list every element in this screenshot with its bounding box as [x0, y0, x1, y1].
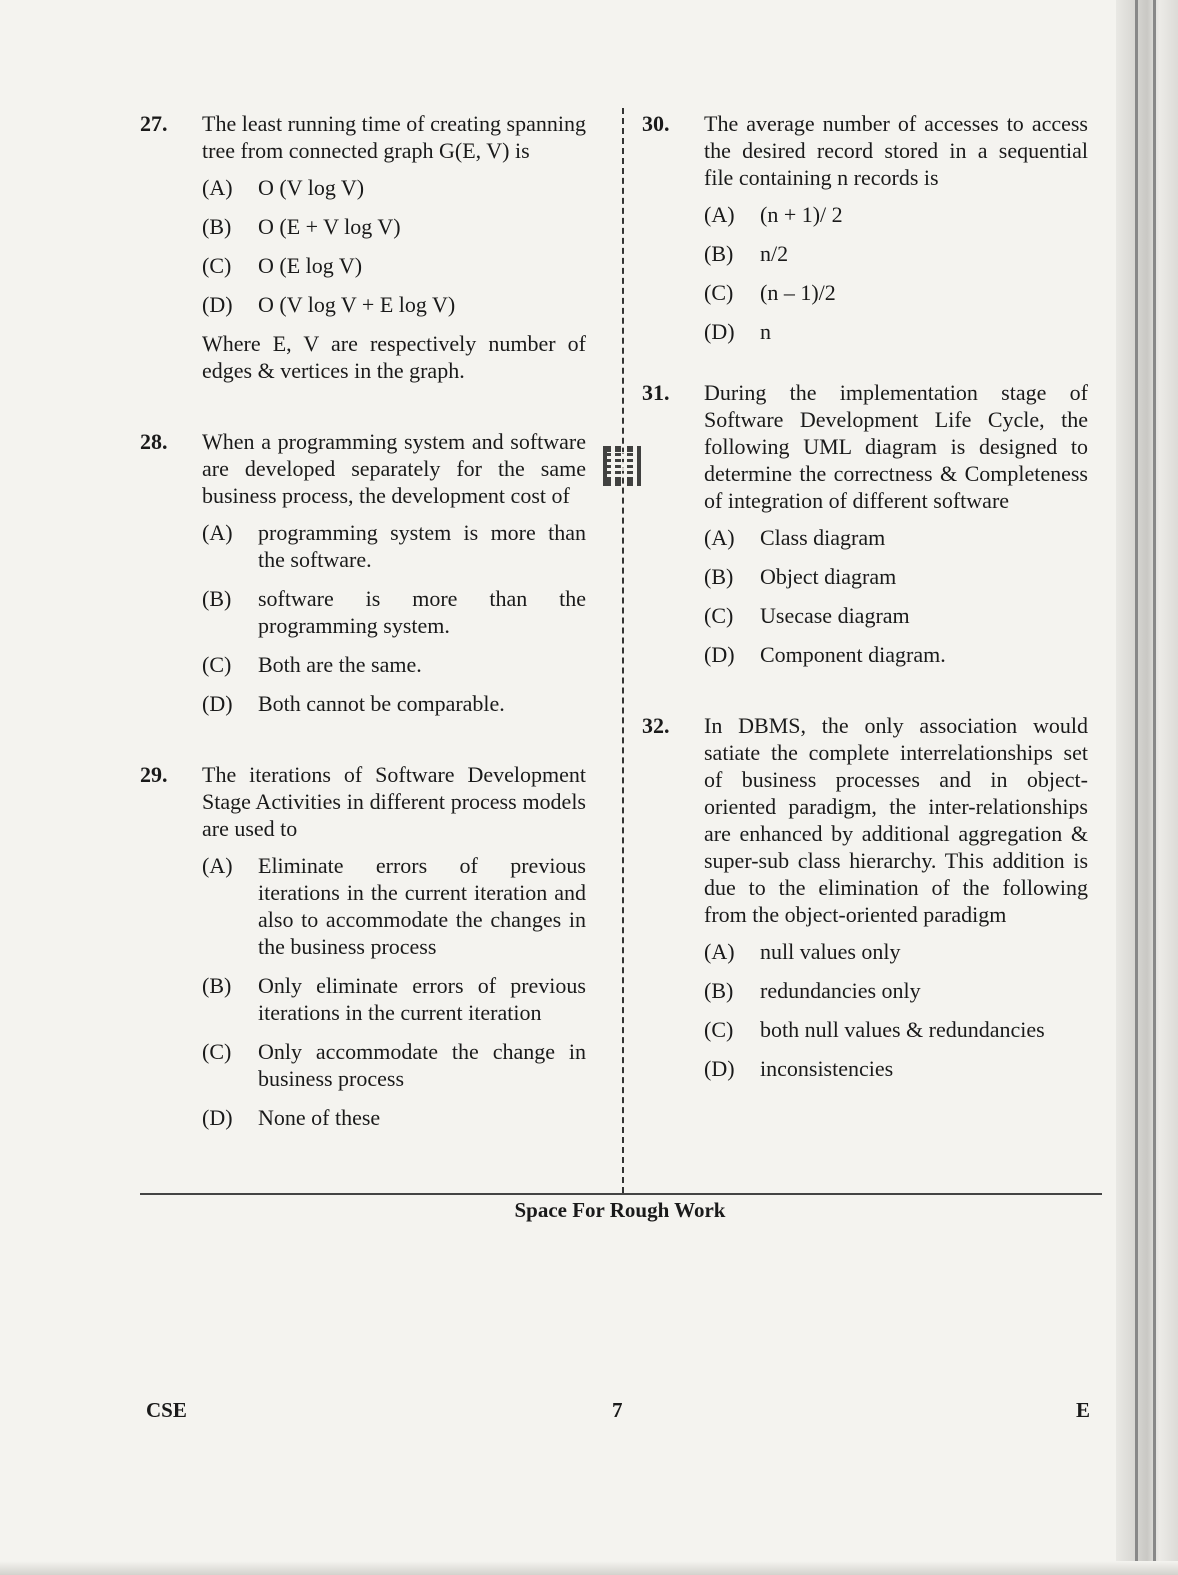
question-text: In DBMS, the only association would satiate the complete interrelationships set of business processes and in object-oriented paradigm, the inter-relationships are enhanced by additional aggregation & super-sub class hierarchy. This addition is due to the elimination of the following from the object-oriented paradigm — [704, 713, 1088, 927]
options — [202, 519, 586, 717]
option-d — [202, 690, 586, 717]
option-a — [704, 201, 1088, 228]
option-text: None of these — [258, 1105, 381, 1130]
question-number: 27. — [140, 111, 168, 136]
option-label: (D) — [704, 1056, 735, 1081]
option-b — [202, 213, 586, 240]
option-text: Eliminate errors of previous iterations in the current iteration and also to accommodate the changes in the business process — [258, 853, 586, 959]
option-label: (B) — [704, 241, 734, 266]
question-note: Where E, V are respectively number of edges & vertices in the graph. — [202, 331, 586, 383]
option-text: O (E + V log V) — [258, 214, 401, 239]
option-text: O (V log V) — [258, 175, 365, 200]
option-text: redundancies only — [760, 978, 921, 1003]
column-divider — [622, 108, 624, 1193]
question-number: 29. — [140, 762, 168, 787]
option-text: Class diagram — [760, 525, 886, 550]
scan-edge-line — [1153, 0, 1156, 1575]
option-label: (A) — [202, 175, 233, 200]
question-number: 32. — [642, 713, 670, 738]
footer-page-number: 7 — [612, 1398, 623, 1422]
option-label: (A) — [704, 939, 735, 964]
options — [704, 938, 1088, 1082]
option-text: n — [760, 319, 771, 344]
option-b — [704, 563, 1088, 590]
right-column — [642, 110, 1088, 1102]
qr-code-icon — [603, 446, 641, 486]
option-text: Usecase diagram — [760, 603, 910, 628]
options — [202, 852, 586, 1131]
footer-subject-code: CSE — [146, 1398, 187, 1422]
option-label: (B) — [202, 586, 232, 611]
option-text: null values only — [760, 939, 901, 964]
option-c — [202, 252, 586, 279]
option-label: (B) — [704, 978, 734, 1003]
option-label: (D) — [202, 691, 233, 716]
option-label: (A) — [202, 520, 233, 545]
option-b — [704, 977, 1088, 1004]
option-text: inconsistencies — [760, 1056, 894, 1081]
option-label: (B) — [704, 564, 734, 589]
option-text: Both are the same. — [258, 652, 422, 677]
question-number: 31. — [642, 380, 670, 405]
option-c — [704, 602, 1088, 629]
option-label: (D) — [704, 319, 735, 344]
option-b — [704, 240, 1088, 267]
options — [202, 174, 586, 318]
rough-work-label: Space For Rough Work — [514, 1198, 726, 1222]
option-label: (A) — [704, 525, 735, 550]
option-c — [202, 651, 586, 678]
question-text: When a programming system and software are developed separately for the same business process, the development cost of — [202, 429, 586, 508]
option-label: (C) — [202, 652, 232, 677]
option-c — [704, 279, 1088, 306]
option-c — [202, 1038, 586, 1092]
option-label: (C) — [202, 253, 232, 278]
option-label: (A) — [704, 202, 735, 227]
question-number: 28. — [140, 429, 168, 454]
question-30 — [642, 110, 1088, 345]
option-label: (A) — [202, 853, 233, 878]
option-label: (D) — [202, 1105, 233, 1130]
option-text: Only accommodate the change in business process — [258, 1039, 586, 1091]
option-label: (D) — [704, 642, 735, 667]
question-text: The average number of accesses to access the desired record stored in a sequential file containing n records is — [704, 111, 1088, 190]
option-text: n/2 — [760, 241, 789, 266]
option-a — [704, 524, 1088, 551]
option-label: (B) — [202, 214, 232, 239]
question-28 — [140, 428, 586, 717]
question-29 — [140, 761, 586, 1131]
question-text: The least running time of creating spanning tree from connected graph G(E, V) is — [202, 111, 586, 163]
option-label: (C) — [704, 280, 734, 305]
option-text: Both cannot be comparable. — [258, 691, 505, 716]
option-a — [202, 519, 586, 573]
question-number: 30. — [642, 111, 670, 136]
option-label: (C) — [202, 1039, 232, 1064]
option-label: (C) — [704, 603, 734, 628]
option-label: (D) — [202, 292, 233, 317]
option-text: Only eliminate errors of previous iterations in the current iteration — [258, 973, 586, 1025]
options — [704, 524, 1088, 668]
option-d — [202, 291, 586, 318]
question-text: During the implementation stage of Software Development Life Cycle, the following UML diagram is designed to determine the correctness & Completeness of integration of different software — [704, 380, 1088, 513]
question-text: The iterations of Software Development Stage Activities in different process models are used to — [202, 762, 586, 841]
option-text: (n – 1)/2 — [760, 280, 836, 305]
scan-edge — [1116, 0, 1178, 1575]
option-text: O (E log V) — [258, 253, 363, 278]
option-text: Object diagram — [760, 564, 897, 589]
question-32 — [642, 712, 1088, 1082]
option-c — [704, 1016, 1088, 1043]
question-31 — [642, 379, 1088, 668]
footer-series: E — [1076, 1398, 1091, 1422]
option-a — [202, 852, 586, 960]
option-text: (n + 1)/ 2 — [760, 202, 843, 227]
scan-edge-line — [1135, 0, 1138, 1575]
option-text: O (V log V + E log V) — [258, 292, 456, 317]
option-text: programming system is more than the software. — [258, 520, 586, 572]
option-b — [202, 972, 586, 1026]
left-column — [140, 110, 586, 1151]
option-d — [704, 318, 1088, 345]
scan-edge-bottom — [0, 1561, 1178, 1575]
options — [704, 201, 1088, 345]
option-label: (C) — [704, 1017, 734, 1042]
option-a — [202, 174, 586, 201]
question-27 — [140, 110, 586, 384]
option-a — [704, 938, 1088, 965]
rough-work-divider — [140, 1193, 1102, 1195]
option-text: Component diagram. — [760, 642, 946, 667]
option-b — [202, 585, 586, 639]
option-d — [202, 1104, 586, 1131]
option-d — [704, 1055, 1088, 1082]
option-d — [704, 641, 1088, 668]
option-text: both null values & redundancies — [760, 1017, 1045, 1042]
option-text: software is more than the programming system. — [258, 586, 586, 638]
option-label: (B) — [202, 973, 232, 998]
